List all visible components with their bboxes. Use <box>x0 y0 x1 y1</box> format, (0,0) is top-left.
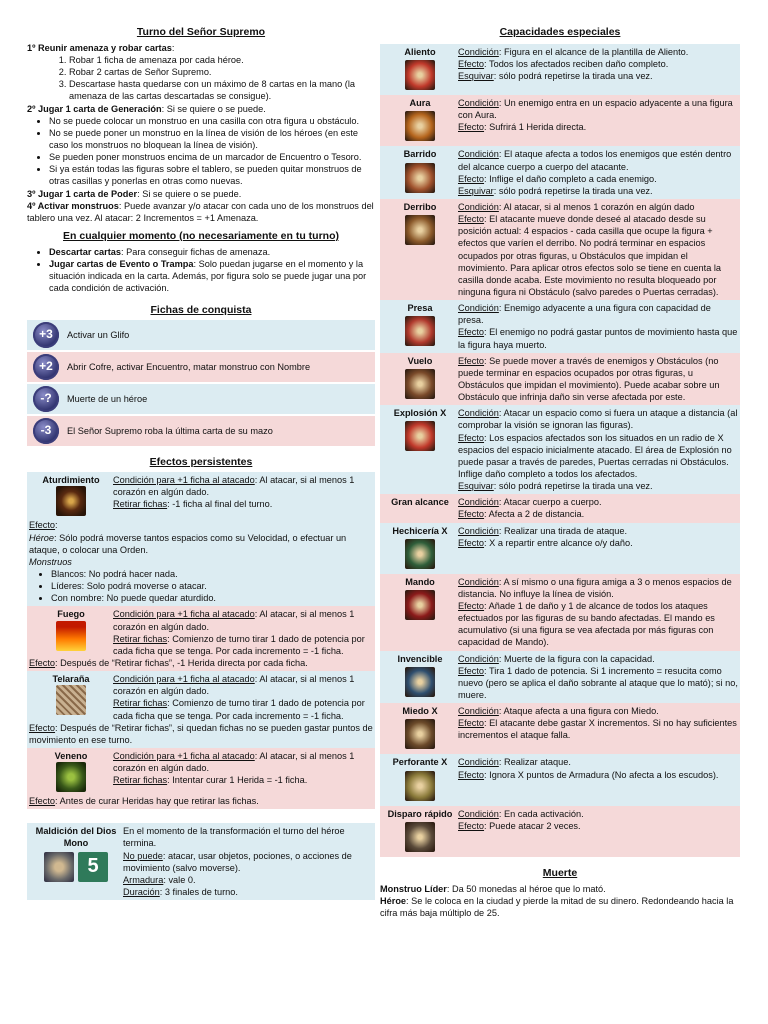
web-icon <box>56 685 86 715</box>
ability-line: Efecto: X a repartir entre alcance o/y daño. <box>458 537 633 548</box>
list-item: • No se puede poner un monstruo en la línea de visión de los héroes (en este caso los monstruos no bloquean la línea de visión). <box>49 127 375 151</box>
list-item: • Blancos: No podrá hacer nada. <box>51 568 373 580</box>
conquest-text: Activar un Glifo <box>67 330 130 341</box>
conquest-text: Abrir Cofre, activar Encuentro, matar monstruo con Nombre <box>67 362 311 373</box>
ability-line: Condición: Atacar cuerpo a cuerpo. <box>458 497 602 508</box>
ability-name: Perforante X <box>392 757 448 768</box>
fire-icon <box>56 621 86 651</box>
ability-row <box>380 806 740 857</box>
list-item: • Jugar cartas de Evento o Trampa: Solo puedan jugarse en el momento y la situación indicada en la carta. Además, por figura solo se puede jugar una por cada condición de activación. <box>49 258 375 294</box>
ability-line: Condición: Al atacar, si al menos 1 corazón en algún dado <box>458 201 695 212</box>
conquest-text: El Señor Supremo roba la última carta de su mazo <box>67 426 273 437</box>
ability-line: Condición: Figura en el alcance de la plantilla de Aliento. <box>458 46 689 57</box>
effect-telarana: Telaraña Condición para +1 ficha al atacado: Al atacar, si al menos 1 corazón en algún dado. Retirar fichas: Comienzo de turno tirar 1 dado de potencia por cada ficha que se tenga. Por cada incremento = -1 ficha. Efecto: Después de “Retirar fichas”, si quedan fichas no se pueden gastar puntos de movimiento en ese turno. <box>27 671 375 748</box>
ability-row <box>380 651 740 704</box>
effect-name: Fuego <box>57 609 85 620</box>
ability-row <box>380 95 740 146</box>
step2-list <box>27 115 375 188</box>
effect-name: Telaraña <box>52 674 90 685</box>
step2: 2º Jugar 1 carta de Generación: Si se quiere o se puede. <box>27 103 266 114</box>
ability-name: Derribo <box>403 201 437 212</box>
conquest-list <box>27 320 375 446</box>
effect-name: Veneno <box>54 750 88 761</box>
ability-line: Efecto: Añade 1 de daño y 1 de alcance de todos los ataques efectuados por las figuras de su bando afectadas. El mando es acumulativo (si una figura se vea afectada por más figuras con capacidad de Mando). <box>458 601 715 648</box>
ability-line: Condición: El ataque afecta a todos los enemigos que estén dentro del alcance cuerpo a cuerpo del atacante. <box>458 149 732 172</box>
aura-icon <box>405 111 435 141</box>
ability-name: Invencible <box>397 653 443 664</box>
ability-line: Efecto: Ignora X puntos de Armadura (No afecta a los escudos). <box>458 769 719 780</box>
conquest-token-icon: -3 <box>33 418 59 444</box>
ability-name: Disparo rápido <box>387 808 453 819</box>
ability-line: Esquivar: sólo podrá repetirse la tirada una vez. <box>458 71 653 82</box>
sweep-icon <box>405 163 435 193</box>
ability-line: Efecto: Todos los afectados reciben daño completo. <box>458 59 669 69</box>
step1-list <box>27 54 375 103</box>
list-item: 3. Descartase hasta quedarse con un máximo de 8 cartas en la mano (la amenaza de las cartas descartadas se consigue). <box>69 78 375 102</box>
abilities-title: Capacidades especiales <box>499 26 621 38</box>
ability-name: Explosión X <box>393 408 447 419</box>
ability-line: Condición: Ataque afecta a una figura con Miedo. <box>458 706 659 717</box>
death-title: Muerte <box>542 867 578 880</box>
ability-line: Condición: A sí mismo o una figura amiga a 3 o menos espacios de distancia. No influye la línea de visión. <box>458 576 732 599</box>
ability-line: Condición: Muerte de la figura con la capacidad. <box>458 653 655 664</box>
abilities-list <box>380 44 740 857</box>
right-column <box>380 26 740 919</box>
ability-line: Condición: Realizar una tirada de ataque. <box>458 525 628 536</box>
ability-name: Gran alcance <box>391 497 449 508</box>
sorcery-icon <box>405 539 435 569</box>
ability-line: Efecto: Afecta a 2 de distancia. <box>458 509 585 520</box>
ability-row <box>380 703 740 754</box>
curse-counter-icon: 5 <box>78 852 108 882</box>
death-item: Héroe: Se le coloca en la ciudad y pierde la mitad de su dinero. Redondeando hacia la cifra más baja múltiplo de 25. <box>380 896 734 919</box>
list-item: • No se puede colocar un monstruo en una casilla con otra figura u obstáculo. <box>49 115 375 127</box>
conquest-text: Muerte de un héroe <box>67 394 148 405</box>
list-item: • Se pueden poner monstruos encima de un marcador de Encuentro o Tesoro. <box>49 151 375 163</box>
effect-fuego: Fuego Condición para +1 ficha al atacado: Al atacar, si al menos 1 corazón en algún dado. Retirar fichas: Comienzo de turno tirar 1 dado de potencia por cada ficha que se tenga. Por cada incremento = -1 ficha. Efecto: Después de “Retirar fichas”, -1 Herida directa por cada ficha. <box>27 606 375 671</box>
ability-line: Condición: Atacar un espacio como si fuera un ataque a distancia (al comprobar la visión se ignoran las figuras). <box>458 408 738 431</box>
list-item: • Descartar cartas: Para conseguir fichas de amenaza. <box>49 246 375 258</box>
ability-row <box>380 405 740 494</box>
persist-title: Efectos persistentes <box>149 456 253 469</box>
poison-icon <box>56 762 86 792</box>
turn-title: Turno del Señor Supremo <box>136 26 266 38</box>
list-item: • Si ya están todas las figuras sobre el tablero, se pueden quitar monstruos de otras casillas y ponerlas en otras como nuevas. <box>49 163 375 187</box>
ability-line: Condición: Realizar ataque. <box>458 757 571 768</box>
ability-line: Efecto: Se puede mover a través de enemigos y Obstáculos (no puede terminar en espacios ocupados por otras figuras, u Obstáculos que impidan el movimiento). Puede acabar sobre un Obstáculo que infrinja daño sin verse afectada por este. <box>458 355 720 403</box>
ability-line: Efecto: Inflige el daño completo a cada enemigo. <box>458 173 657 184</box>
quickshot-icon <box>405 822 435 852</box>
list-item: • Con nombre: No puede quedar aturdido. <box>51 592 373 604</box>
ability-line: Efecto: El atacante mueve donde deseé al atacado desde su posición actual: 4 espacios - cada casilla que ocupe la figura + efectos que varíen el derribo. No podrá terminar en espacios ocupados por otras figuras, u Obstáculos que impidan el movimiento. Para aplicar otros efectos solo se tiene en cuenta la casilla donde acaba. Este movimiento no resulta bloqueado por ninguna figura ni Obstáculo (salvo paredes o Puertas cerradas). <box>458 214 722 297</box>
stun-icon <box>56 486 86 516</box>
list-item: • Líderes: Solo podrá moverse o atacar. <box>51 580 373 592</box>
ability-name: Aura <box>409 98 431 109</box>
ability-row <box>380 44 740 95</box>
blast-icon <box>405 421 435 451</box>
ability-row <box>380 523 740 574</box>
conquest-token-icon: +3 <box>33 322 59 348</box>
ability-name: Miedo X <box>402 706 438 717</box>
effect-name: Aturdimiento <box>42 475 100 486</box>
fear-icon <box>405 719 435 749</box>
ability-line: Efecto: Tira 1 dado de potencia. Si 1 incremento = resucita como nuevo (pero se aplica el daño sobrante al ataque que lo mató); si no, muere. <box>458 665 738 701</box>
conquest-row <box>27 416 375 446</box>
list-item: 1. Robar 1 ficha de amenaza por cada héroe. <box>69 54 375 66</box>
breath-icon <box>405 60 435 90</box>
ability-line: Condición: Un enemigo entra en un espacio adyacente a una figura con Aura. <box>458 98 733 121</box>
grab-icon <box>405 316 435 346</box>
ability-row <box>380 146 740 199</box>
conquest-token-icon: +2 <box>33 354 59 380</box>
effect-name: Maldición del Dios Mono <box>35 826 117 849</box>
ability-row <box>380 494 740 522</box>
ability-name: Aliento <box>404 46 436 57</box>
ability-row <box>380 754 740 805</box>
step4: 4º Activar monstruos: Puede avanzar y/o atacar con cada uno de los monstruos del tablero una vez. Al atacar: 2 Incrementos = +1 Amenaza. <box>27 200 374 223</box>
step3: 3º Jugar 1 carta de Poder: Si se quiere o se puede. <box>27 188 242 199</box>
ability-line: Efecto: Sufrirá 1 Herida directa. <box>458 122 587 133</box>
step1: 1º Reunir amenaza y robar cartas: <box>27 42 175 53</box>
ability-name: Hechicería X <box>392 525 448 536</box>
effect-aturdimiento: Aturdimiento Condición para +1 ficha al atacado: Al atacar, si al menos 1 corazón en algún dado. Retirar fichas: -1 ficha al final del turno. Efecto: Héroe: Sólo podrá moverse tantos espacios como su Velocidad, o efectuar un ataque, o colocar una Orden. Monstruos • Blancos: No podrá hacer nada. • Líderes: Solo podrá moverse o atacar. • Con nombre: No puede quedar aturdido. <box>27 472 375 606</box>
anytime-list <box>27 246 375 295</box>
ability-name: Barrido <box>403 149 437 160</box>
monkey-god-icon <box>44 852 74 882</box>
ability-line: Efecto: Puede atacar 2 veces. <box>458 820 581 831</box>
ability-line: Efecto: Los espacios afectados son los situados en un radio de X espacios del espacio inicialmente atacado. El área de Explosión no puede pasar a través de paredes, Puertas cerradas ni Obstáculos. Inflige daño completo a todos los afectados. <box>458 432 732 479</box>
ability-name: Mando <box>405 576 435 587</box>
ability-line: Esquivar: sólo podrá repetirse la tirada una vez. <box>458 185 653 196</box>
ability-line: Efecto: El enemigo no podrá gastar puntos de movimiento hasta que la figura haya muerto. <box>458 327 738 350</box>
conquest-row <box>27 320 375 350</box>
ability-line: Condición: En cada activación. <box>458 808 584 819</box>
effect-veneno: Veneno Condición para +1 ficha al atacado: Al atacar, si al menos 1 corazón en algún dado. Retirar fichas: Intentar curar 1 Herida = -1 ficha. Efecto: Antes de curar Heridas hay que retirar las fichas. <box>27 748 375 809</box>
effect-maldicion: Maldición del Dios Mono 5 En el momento de la transformación el turno del héroe termina. No puede: atacar, usar objetos, pociones, o acciones de movimiento (salvo moverse). Armadura: vale 0. Duración: 3 finales de turno. <box>27 823 375 900</box>
conquest-token-icon: -? <box>33 386 59 412</box>
left-column <box>27 26 375 900</box>
conquest-row <box>27 384 375 414</box>
knockback-icon <box>405 215 435 245</box>
ability-line: Efecto: El atacante debe gastar X incrementos. Si no hay suficientes incrementos el ataque falla. <box>458 718 737 741</box>
conquest-row <box>27 352 375 382</box>
ability-row <box>380 353 740 406</box>
ability-name: Presa <box>407 303 433 314</box>
command-icon <box>405 590 435 620</box>
ability-row <box>380 300 740 353</box>
anytime-title: En cualquier momento (no necesariamente en tu turno) <box>63 229 339 242</box>
ability-line: Esquivar: sólo podrá repetirse la tirada una vez. <box>458 481 653 492</box>
list-item: 2. Robar 2 cartas de Señor Supremo. <box>69 66 375 78</box>
ability-row <box>380 574 740 651</box>
undying-icon <box>405 667 435 697</box>
ability-line: Condición: Enemigo adyacente a una figura con capacidad de presa. <box>458 303 711 326</box>
fly-icon <box>405 369 435 399</box>
ability-name: Vuelo <box>407 355 433 366</box>
ability-row <box>380 199 740 300</box>
conquest-title: Fichas de conquista <box>150 304 252 317</box>
death-item: Monstruo Líder: Da 50 monedas al héroe que lo mató. <box>380 883 606 894</box>
pierce-icon <box>405 771 435 801</box>
